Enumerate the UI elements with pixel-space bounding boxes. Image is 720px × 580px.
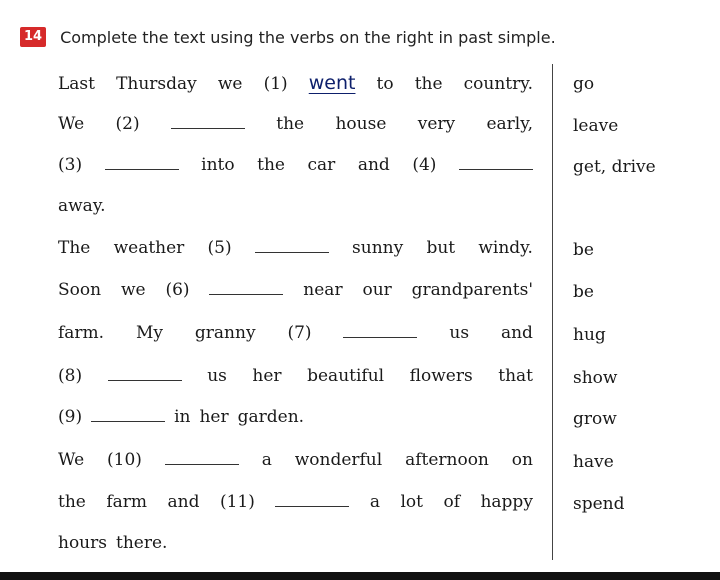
word: her bbox=[199, 407, 229, 427]
word: to bbox=[376, 74, 394, 94]
text-line bbox=[58, 238, 533, 262]
bottom-bar bbox=[0, 572, 720, 580]
word: granny bbox=[194, 323, 256, 343]
word: the bbox=[58, 492, 86, 512]
word: us bbox=[207, 366, 227, 386]
verb-hint: have bbox=[573, 452, 614, 472]
verb-hint: grow bbox=[573, 409, 617, 429]
word: a bbox=[369, 492, 380, 512]
word: garden. bbox=[237, 407, 305, 427]
verb-hint: be bbox=[573, 282, 594, 302]
word: there. bbox=[115, 533, 168, 553]
word: near bbox=[303, 280, 343, 300]
word: The bbox=[58, 238, 91, 258]
answer-blank[interactable] bbox=[275, 492, 349, 507]
text-line bbox=[58, 72, 533, 96]
word: farm. bbox=[58, 323, 105, 343]
exercise-instruction: Complete the text using the verbs on the right in past simple. bbox=[60, 27, 556, 47]
text-line bbox=[58, 366, 533, 390]
word: the bbox=[257, 155, 285, 175]
word: and bbox=[357, 155, 390, 175]
word: happy bbox=[480, 492, 533, 512]
exercise-number-badge: 14 bbox=[20, 27, 46, 47]
column-divider bbox=[552, 64, 553, 560]
word: grandparents' bbox=[411, 280, 533, 300]
word: (7) bbox=[287, 323, 312, 343]
word: very bbox=[417, 114, 456, 134]
verb-hint: leave bbox=[573, 116, 619, 136]
answer-blank[interactable] bbox=[459, 155, 533, 170]
word: Thursday bbox=[116, 74, 197, 94]
word: wonderful bbox=[294, 450, 383, 470]
word: sunny bbox=[352, 238, 404, 258]
answer-blank[interactable] bbox=[91, 407, 165, 422]
word: (2) bbox=[115, 114, 140, 134]
answer-blank[interactable] bbox=[255, 238, 329, 253]
word: on bbox=[511, 450, 533, 470]
word: her bbox=[252, 366, 282, 386]
word: We bbox=[58, 450, 85, 470]
word: the bbox=[276, 114, 305, 134]
text-line bbox=[58, 492, 533, 516]
word: windy. bbox=[478, 238, 533, 258]
word: weather bbox=[113, 238, 185, 258]
answer-blank[interactable] bbox=[108, 366, 182, 381]
word: (10) bbox=[107, 450, 142, 470]
verb-hint: get, drive bbox=[573, 157, 656, 177]
text-line bbox=[58, 533, 533, 557]
exercise-header bbox=[20, 26, 556, 48]
word: (5) bbox=[207, 238, 232, 258]
word: farm bbox=[106, 492, 148, 512]
word: a bbox=[261, 450, 272, 470]
word: flowers bbox=[409, 366, 473, 386]
word: beautiful bbox=[307, 366, 385, 386]
word: afternoon bbox=[405, 450, 489, 470]
word: car bbox=[307, 155, 336, 175]
answer-blank[interactable] bbox=[343, 323, 417, 338]
word: (4) bbox=[412, 155, 437, 175]
word: hours bbox=[58, 533, 107, 553]
verb-hint: spend bbox=[573, 494, 625, 514]
answer-blank[interactable] bbox=[105, 155, 179, 170]
word: Soon bbox=[58, 280, 102, 300]
verb-hint: be bbox=[573, 240, 594, 260]
word: My bbox=[135, 323, 163, 343]
word: and bbox=[500, 323, 533, 343]
word: that bbox=[498, 366, 533, 386]
word: Last bbox=[58, 74, 95, 94]
answer-blank[interactable] bbox=[171, 114, 245, 129]
word: but bbox=[426, 238, 456, 258]
text-line bbox=[58, 280, 533, 304]
answer-blank[interactable] bbox=[165, 450, 239, 465]
text-line bbox=[58, 323, 533, 347]
filled-answer: went bbox=[308, 72, 356, 94]
word: and bbox=[167, 492, 200, 512]
word: (6) bbox=[165, 280, 190, 300]
word: (9) bbox=[58, 407, 83, 427]
text-line bbox=[58, 196, 533, 220]
text-line bbox=[58, 407, 533, 431]
word: (3) bbox=[58, 155, 83, 175]
answer-blank[interactable] bbox=[209, 280, 283, 295]
word: we bbox=[217, 74, 243, 94]
word: us bbox=[449, 323, 470, 343]
word: of bbox=[443, 492, 460, 512]
word: house bbox=[335, 114, 387, 134]
word: lot bbox=[400, 492, 423, 512]
word: (1) bbox=[263, 74, 288, 94]
verb-hint: go bbox=[573, 74, 595, 94]
word: We bbox=[58, 114, 85, 134]
word: away. bbox=[58, 196, 106, 216]
word: our bbox=[362, 280, 392, 300]
word: the bbox=[414, 74, 443, 94]
word: into bbox=[201, 155, 235, 175]
text-line bbox=[58, 155, 533, 179]
text-line bbox=[58, 114, 533, 138]
word: we bbox=[120, 280, 146, 300]
word: (11) bbox=[219, 492, 255, 512]
word: (8) bbox=[58, 366, 83, 386]
verb-hint: hug bbox=[573, 325, 606, 345]
word: in bbox=[174, 407, 191, 427]
word: country. bbox=[463, 74, 533, 94]
word: early, bbox=[486, 114, 533, 134]
text-line bbox=[58, 450, 533, 474]
verb-hint: show bbox=[573, 368, 618, 388]
